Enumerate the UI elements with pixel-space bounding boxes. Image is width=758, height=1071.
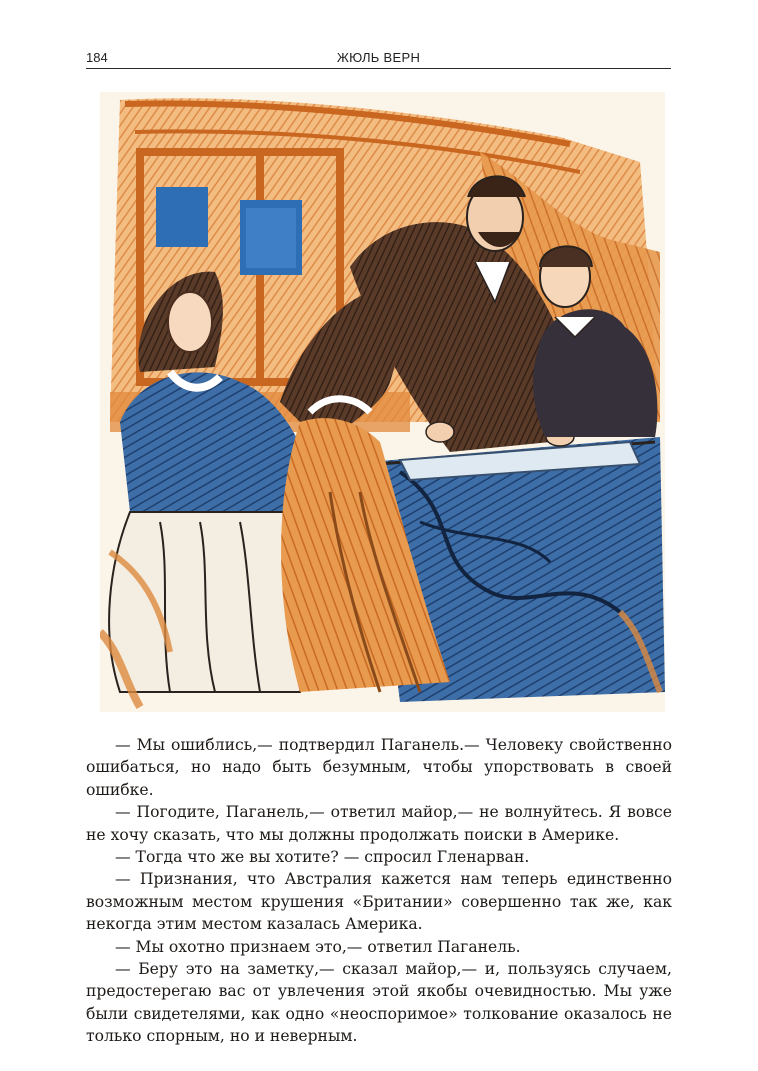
paragraph: — Мы ошиблись,— подтвердил Паганель.— Человеку свойственно ошибаться, но надо быть безумным, чтобы упорствовать в своей ошибке. (86, 736, 672, 799)
running-title: ЖЮЛЬ ВЕРН (336, 50, 421, 65)
paragraph: — Мы охотно признаем это,— ответил Паганель. (115, 937, 521, 956)
paragraph: — Тогда что же вы хотите? — спросил Гленарван. (115, 848, 530, 867)
paragraph: — Погодите, Паганель,— ответил майор,— не волнуйтесь. Я вовсе не хочу сказать, что мы должны продолжать поиски в Америке. (86, 803, 672, 844)
page-number: 184 (86, 50, 108, 65)
illustration-drawing (100, 92, 665, 712)
paragraph: — Беру это на заметку,— сказал майор,— и, пользуясь случаем, предостерегаю вас от увлечения этой якобы очевидностью. Мы уже были свидетелями, как одно «неоспоримое» толкование оказалось не только спорным, но и неверным. (86, 960, 672, 1046)
paragraph: — Признания, что Австралия кажется нам теперь единственно возможным местом крушения «Британии» совершенно так же, как некогда этим местом казалась Америка. (86, 870, 672, 934)
body-text (86, 734, 672, 1048)
illustration-salon-scene (100, 92, 665, 712)
page-header (86, 48, 671, 69)
